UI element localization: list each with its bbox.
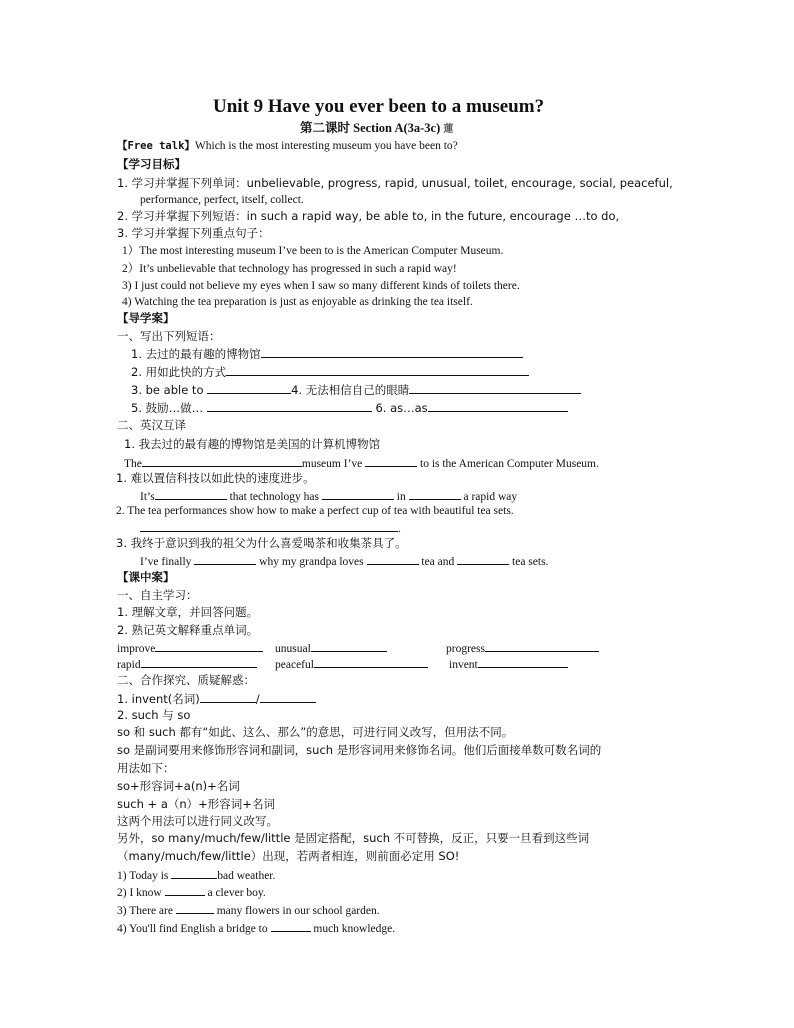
exercise-2-blank[interactable] [165, 883, 205, 896]
invent-blank-2[interactable] [260, 690, 316, 703]
exercise-1-a: 1) Today is [117, 870, 169, 882]
exercise-3-b: many flowers in our school garden. [216, 905, 380, 917]
objective-3: 3. 学习并掌握下列重点句子： [117, 226, 270, 240]
t4-b: why my grandpa loves [259, 556, 364, 568]
t4-a: I’ve finally [140, 556, 192, 568]
t2-c: in [396, 491, 406, 503]
such-so-para-1: so 和 such 都有“如此、这么、那么”的意思，可进行同义改写，但用法不同。 [117, 725, 514, 739]
translate-4-en [140, 552, 548, 570]
class-heading: 【课中案】 [117, 570, 175, 584]
guide-part2: 二、英汉互译 [117, 418, 186, 432]
key-sentence-2: 2）It’s unbelievable that technology has progressed in such a rapid way! [122, 263, 457, 275]
objectives-heading: 【学习目标】 [117, 157, 186, 171]
word-peaceful-label: peaceful [275, 659, 314, 671]
self-study-2: 2. 熟记英文解释重点单词。 [117, 623, 259, 637]
phrase-1-blank[interactable] [261, 345, 523, 358]
objective-2: 2. 学习并掌握下列短语：in such a rapid way, be able to, in the future, encourage …to do, [117, 209, 620, 223]
exercise-4-a: 4) You'll find English a bridge to [117, 923, 268, 935]
key-sentence-1: 1）The most interesting museum I’ve been to is the American Computer Museum. [122, 245, 504, 257]
formula-such: such + a（n）+形容词+名词 [117, 797, 275, 811]
exercise-1 [117, 866, 275, 884]
exercise-3-a: 3) There are [117, 905, 173, 917]
t3-dot: . [398, 523, 401, 535]
invent-blank-1[interactable] [200, 690, 256, 703]
word-invent-label: invent [449, 659, 478, 671]
translate-1-cn: 1. 我去过的最有趣的博物馆是美国的计算机博物馆 [124, 437, 381, 451]
phrase-4-blank[interactable] [409, 381, 581, 394]
t2-d: a rapid way [463, 491, 518, 503]
word-rapid [117, 655, 257, 673]
exercise-3 [117, 901, 380, 919]
word-improve-blank[interactable] [155, 639, 263, 652]
phrase-6-label: 6. as…as [375, 401, 428, 415]
phrase-3-label: 3. be able to [131, 383, 204, 397]
class-part2: 二、合作探究、质疑解惑： [117, 673, 255, 687]
exercise-2-b: a clever boy. [207, 887, 266, 899]
invent-noun-line [117, 690, 316, 707]
exercise-4 [117, 919, 395, 937]
translate-4-cn: 3. 我终于意识到我的祖父为什么喜爱喝茶和收集茶具了。 [116, 536, 407, 550]
t2-blank-2[interactable] [322, 487, 394, 500]
phrase-4-label: 4. 无法相信自己的眼睛 [291, 383, 410, 397]
phrase-1-label: 1. 去过的最有趣的博物馆 [131, 347, 261, 361]
t4-d: tea sets. [512, 556, 549, 568]
phrase-5-6 [131, 399, 568, 416]
word-progress-label: progress [446, 643, 485, 655]
free-talk-line [117, 138, 458, 154]
phrase-5-label: 5. 鼓励…做… [131, 401, 204, 415]
guide-heading: 【导学案】 [117, 311, 175, 325]
t1-b: museum I’ve [301, 458, 363, 470]
guide-part1: 一、写出下列短语： [117, 329, 221, 343]
translate-2-cn: 1. 难以置信科技以如此快的速度进步。 [116, 471, 315, 485]
t2-blank-1[interactable] [155, 487, 227, 500]
free-talk-tag: 【Free talk】 [117, 140, 195, 152]
such-so-heading: 2. such 与 so [117, 708, 191, 722]
word-rapid-label: rapid [117, 659, 141, 671]
page-title: Unit 9 Have you ever been to a museum? [213, 96, 545, 117]
word-improve-label: improve [117, 643, 156, 655]
phrase-2-label: 2. 用如此快的方式 [131, 365, 227, 379]
word-peaceful-blank[interactable] [314, 655, 428, 668]
t4-c: tea and [421, 556, 455, 568]
phrase-1 [131, 345, 523, 362]
t4-blank-3[interactable] [457, 552, 509, 565]
phrase-3-blank[interactable] [207, 381, 291, 394]
t4-blank-2[interactable] [367, 552, 419, 565]
class-part1: 一、自主学习： [117, 588, 198, 602]
self-study-1: 1. 理解文章，并回答问题。 [117, 605, 259, 619]
free-talk-text: Which is the most interesting museum you have been to? [194, 140, 458, 152]
exercise-2 [117, 883, 266, 901]
t1-a: The [124, 458, 142, 470]
exercise-1-b: bad weather. [217, 870, 276, 882]
t2-b: that technology has [229, 491, 320, 503]
word-invent-blank[interactable] [478, 655, 568, 668]
translate-3-en: 2. The tea performances show how to make a perfect cup of tea with beautiful tea sets. [116, 505, 514, 517]
objective-1: 1. 学习并掌握下列单词：unbelievable, progress, rapid, unusual, toilet, encourage, social, peaceful, [117, 176, 673, 190]
key-sentence-3: 3) I just could not believe my eyes when I saw so many different kinds of toilets there. [122, 280, 520, 292]
t1-c: to is the American Computer Museum. [420, 458, 599, 470]
t2-a: It’s [140, 491, 155, 503]
such-so-para-2b: 用法如下： [117, 761, 175, 775]
exercise-1-blank[interactable] [171, 866, 217, 879]
exercise-2-a: 2) I know [117, 887, 162, 899]
word-invent [449, 655, 568, 673]
t1-blank-2[interactable] [365, 454, 417, 467]
phrase-2-blank[interactable] [226, 363, 529, 376]
subtitle-text: 第二课时 Section A(3a-3c) [300, 121, 441, 135]
page-subtitle [300, 120, 453, 138]
formula-so: so+形容词+a(n)+名词 [117, 779, 240, 793]
word-unusual-blank[interactable] [311, 639, 387, 652]
key-sentence-4: 4) Watching the tea preparation is just as enjoyable as drinking the tea itself. [122, 296, 473, 308]
t4-blank-1[interactable] [194, 552, 256, 565]
exercise-4-blank[interactable] [271, 919, 311, 932]
phrase-2 [131, 363, 529, 380]
word-progress-blank[interactable] [485, 639, 599, 652]
t2-blank-3[interactable] [409, 487, 461, 500]
objective-1-cont: performance, perfect, itself, collect. [140, 194, 304, 206]
t1-blank-1[interactable] [142, 454, 302, 467]
invent-noun-label: 1. invent(名词) [117, 692, 200, 706]
such-so-para-4b: （many/much/few/little）出现，若两者相连，则前面必定用 SO! [117, 849, 460, 863]
word-unusual-label: unusual [275, 643, 311, 655]
word-peaceful [275, 655, 428, 673]
phrase-3-4 [131, 381, 581, 398]
phrase-5-blank[interactable] [207, 399, 372, 412]
such-so-para-3: 这两个用法可以进行同义改写。 [117, 814, 278, 828]
such-so-para-2a: so 是副词要用来修饰形容词和副词，such 是形容词用来修饰名词。他们后面接单数可数名词的 [117, 743, 602, 757]
exercise-4-b: much knowledge. [313, 923, 396, 935]
subtitle-mark: 蓮 [443, 124, 454, 135]
phrase-6-blank[interactable] [428, 399, 568, 412]
word-rapid-blank[interactable] [141, 655, 257, 668]
invent-slash: / [255, 692, 260, 706]
such-so-para-4a: 另外，so many/much/few/little 是固定搭配，such 不可替换，反正，只要一旦看到这些词 [117, 831, 590, 845]
t3-blank[interactable] [140, 519, 398, 532]
exercise-3-blank[interactable] [176, 901, 214, 914]
